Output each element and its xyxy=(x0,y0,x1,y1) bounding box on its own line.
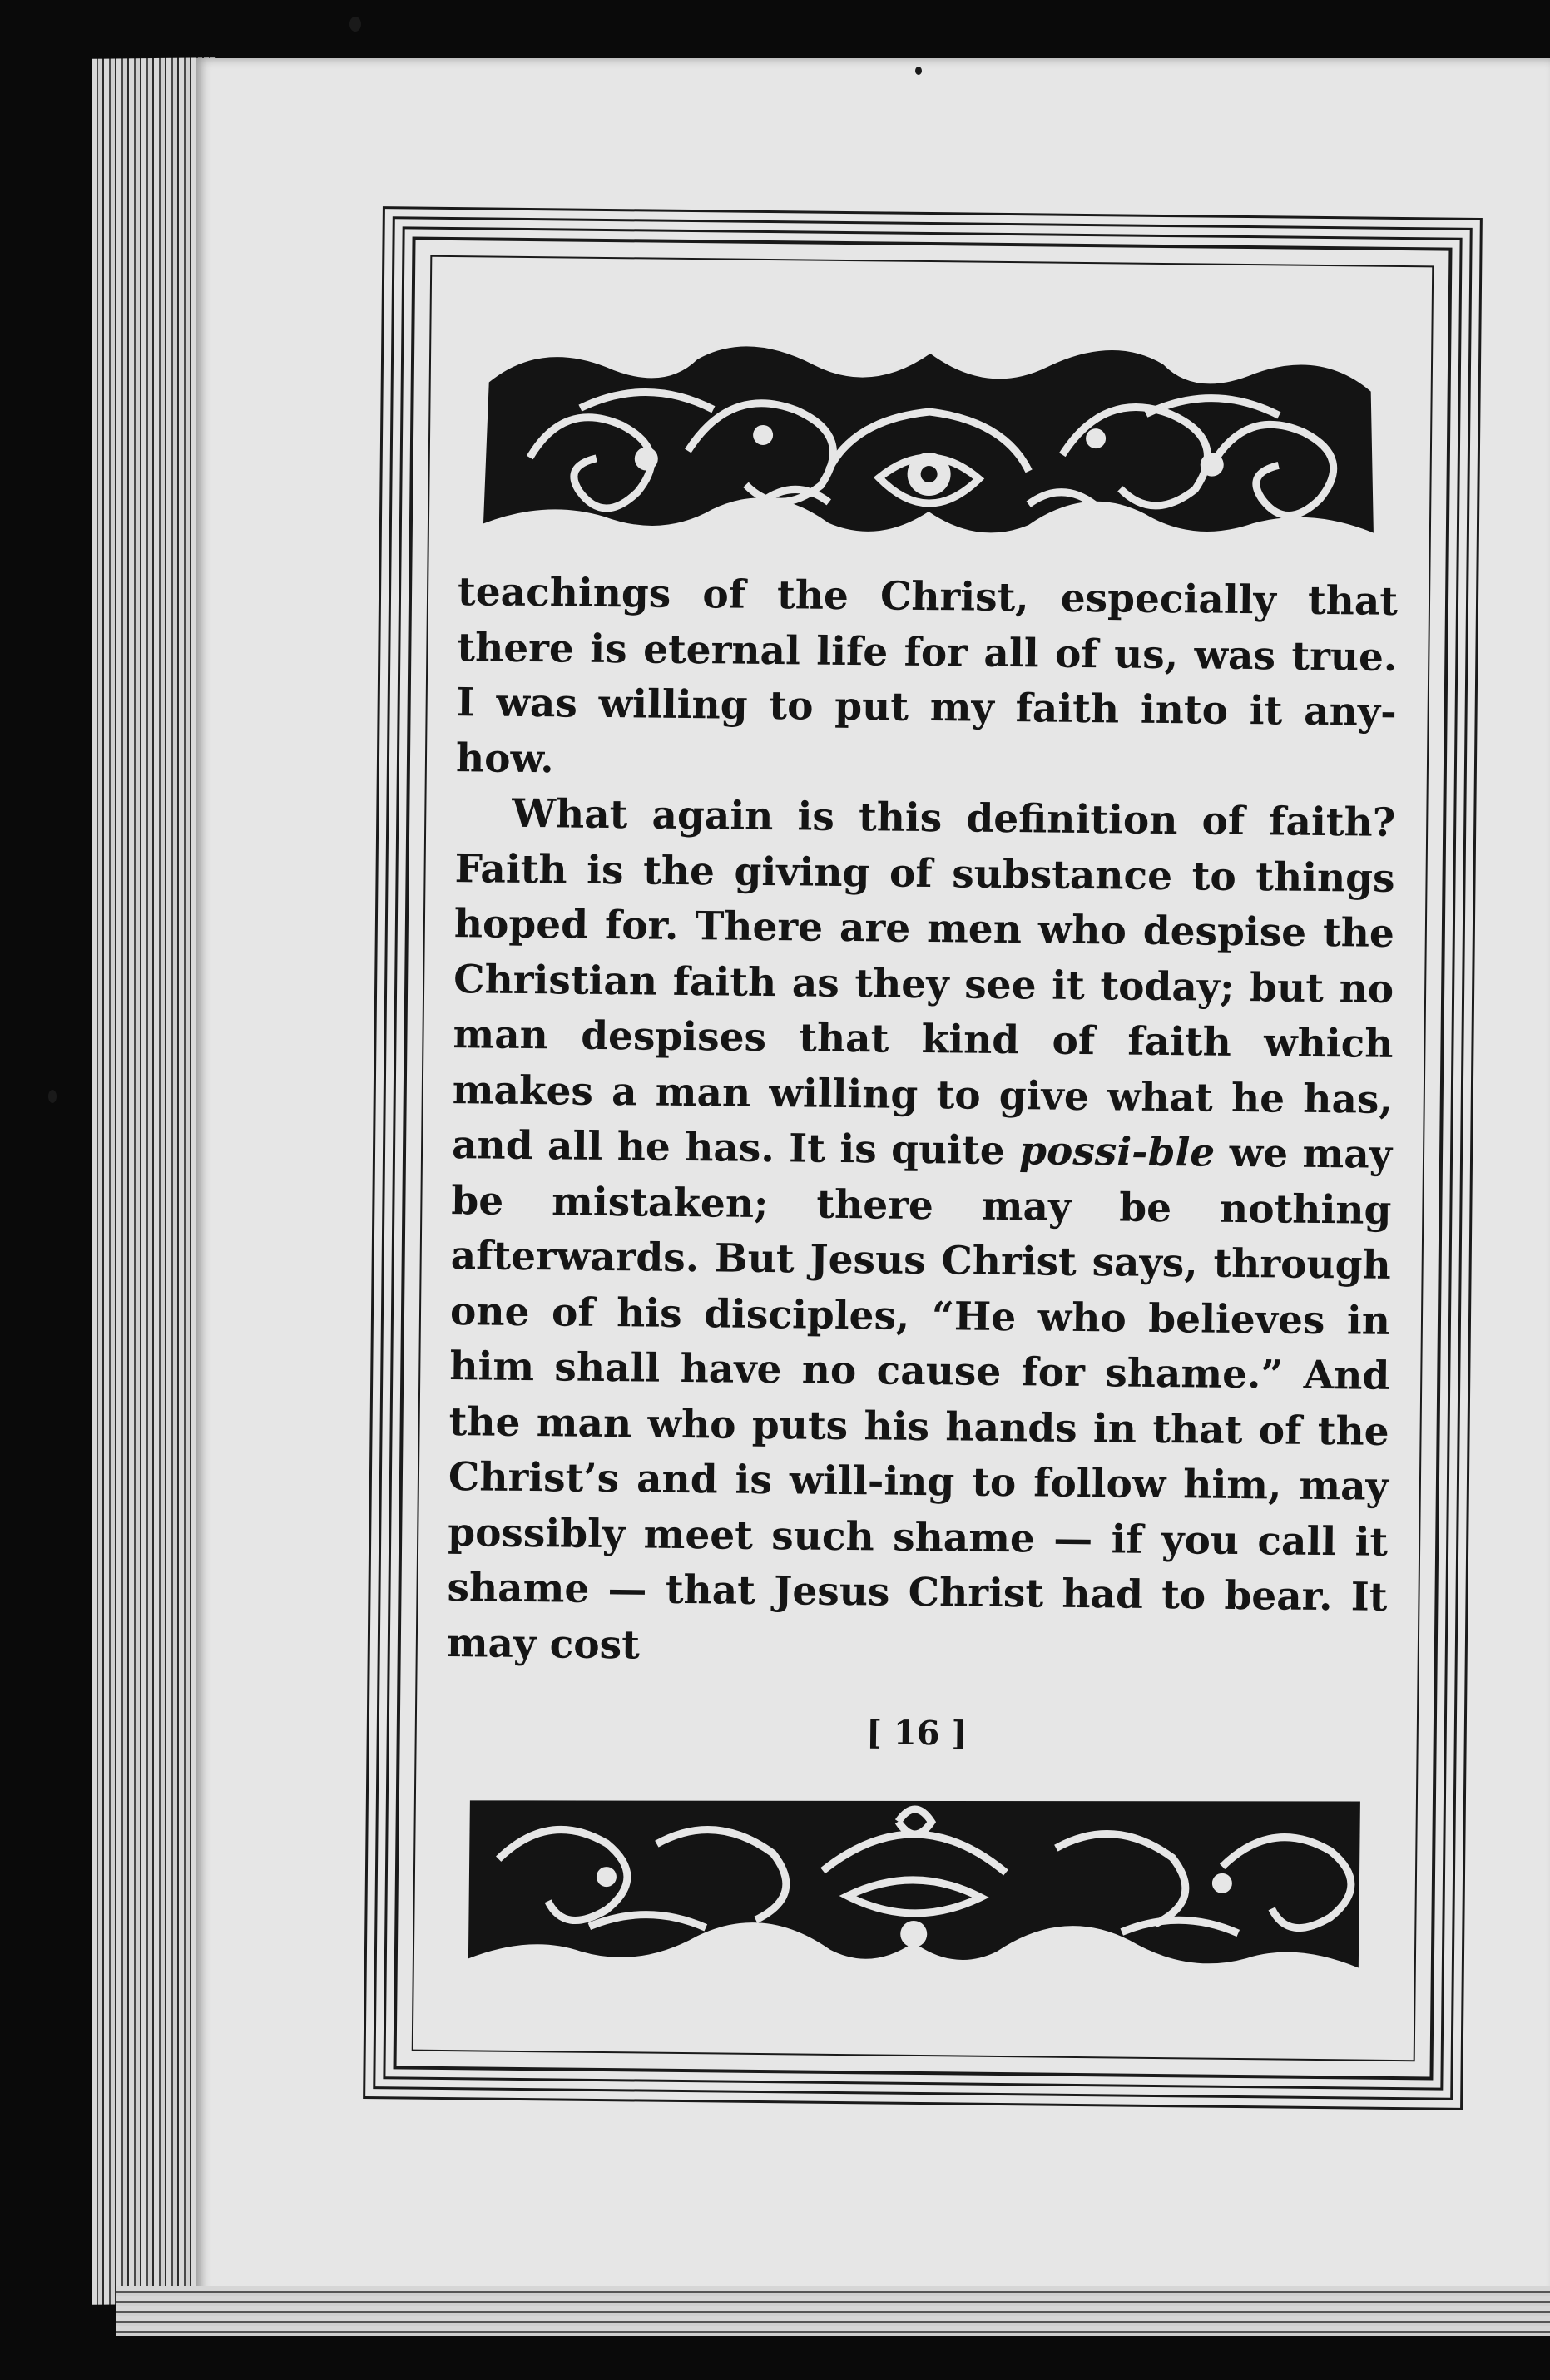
scan-speck xyxy=(915,67,922,75)
body-text xyxy=(447,565,1399,1681)
scan-speck xyxy=(349,17,361,32)
text-run: teachings of the Christ, especially that there is eternal life for all of us, was true. I was willing to put my faith into it any-how. xyxy=(455,569,1399,782)
scan-speck xyxy=(48,1090,57,1103)
italic-text-run: possi-ble xyxy=(1018,1128,1216,1176)
text-run: What again is this definition of faith? Faith is the giving of substance to things hoped for. There are men who despise the Christian faith as they see it today; but no man despises that kind of faith which makes a man willing to give what he has, and all he has. It is quite xyxy=(451,790,1396,1175)
page-number: [ 16 ] xyxy=(865,1713,968,1754)
book-bottom-edge xyxy=(116,2286,1550,2336)
headpiece-ornament xyxy=(479,332,1380,549)
tailpiece-ornament xyxy=(464,1767,1364,1976)
printed-frame xyxy=(363,206,1483,2110)
paragraph-1 xyxy=(456,565,1399,796)
text-run: we may be mistaken; there may be nothing afterwards. But Jesus Christ says, through one of his disciples, “He who believes in him shall have no cause for shame.” And the man who puts his hands in that of the Christ’s and is will-ing to follow him, may possibly meet such shame — if you call it shame — that Jesus Christ had to bear. It may cost xyxy=(446,1130,1393,1668)
paragraph-2 xyxy=(447,786,1396,1681)
